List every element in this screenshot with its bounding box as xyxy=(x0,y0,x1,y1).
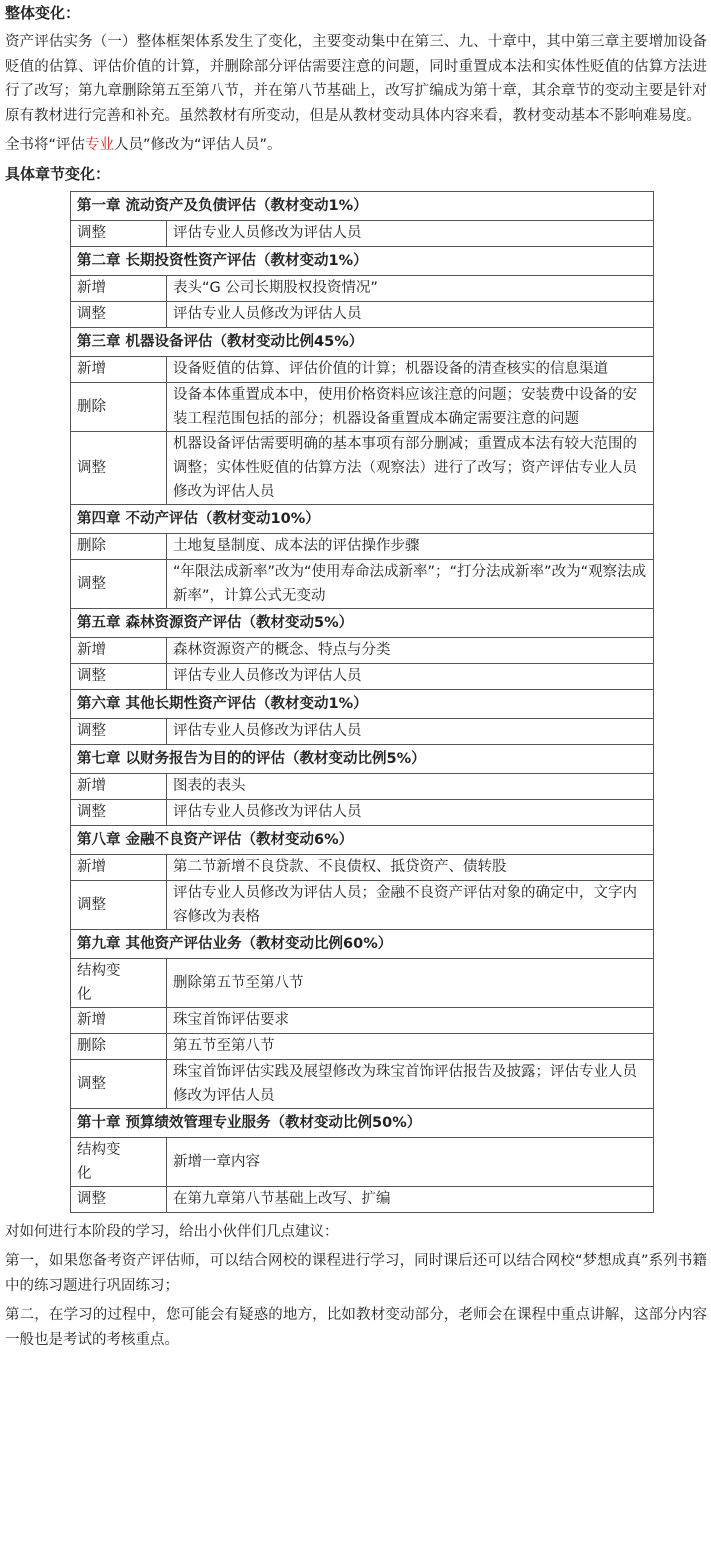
chapter-title-row xyxy=(71,246,654,275)
rename-note-prefix: 全书将“评估 xyxy=(5,137,86,153)
change-description: 第五节至第八节 xyxy=(167,1033,654,1059)
chapter-changes-body xyxy=(71,191,654,1212)
change-row xyxy=(71,773,654,799)
change-type-label: 调整 xyxy=(71,799,167,825)
change-row xyxy=(71,382,654,431)
change-row xyxy=(71,718,654,744)
chapter-title-row xyxy=(71,504,654,533)
change-type-label: 调整 xyxy=(71,559,167,608)
change-row xyxy=(71,958,654,1007)
change-description: 土地复垦制度、成本法的评估操作步骤 xyxy=(167,533,654,559)
chapter-title: 第九章 其他资产评估业务（教材变动比例60%） xyxy=(71,929,654,958)
change-row xyxy=(71,663,654,689)
chapter-title: 第八章 金融不良资产评估（教材变动6%） xyxy=(71,825,654,854)
chapter-title: 第七章 以财务报告为目的的评估（教材变动比例5%） xyxy=(71,744,654,773)
change-description: 评估专业人员修改为评估人员 xyxy=(167,799,654,825)
overall-paragraph: 资产评估实务（一）整体框架体系发生了变化，主要变动集中在第三、九、十章中，其中第三章主要增加设备贬值的估算、评估价值的计算，并删除部分评估需要注意的问题，同时重置成本法和实体性贬值的估算方法进行了改写；第九章删除第五至第八节，并在第八节基础上，改写扩编成为第十章，其余章节的变动主要是针对原有教材进行完善和补充。虽然教材有所变动，但是从教材变动具体内容来看，教材变动基本不影响难易度。 xyxy=(5,34,707,124)
change-row xyxy=(71,275,654,301)
change-type-label: 调整 xyxy=(71,301,167,327)
change-type-label: 删除 xyxy=(71,1033,167,1059)
change-description: 评估专业人员修改为评估人员 xyxy=(167,220,654,246)
change-row xyxy=(71,1186,654,1212)
rename-note-suffix: 人员”修改为“评估人员”。 xyxy=(114,137,282,153)
change-type-label: 新增 xyxy=(71,637,167,663)
change-description: 评估专业人员修改为评估人员；金融不良资产评估对象的确定中，文字内容修改为表格 xyxy=(167,880,654,929)
change-description: 森林资源资产的概念、特点与分类 xyxy=(167,637,654,663)
change-type-label: 调整 xyxy=(71,220,167,246)
change-row xyxy=(71,637,654,663)
change-description: 删除第五节至第八节 xyxy=(167,958,654,1007)
change-description: 在第九章第八节基础上改写、扩编 xyxy=(167,1186,654,1212)
change-type-label: 调整 xyxy=(71,718,167,744)
change-type-label: 新增 xyxy=(71,854,167,880)
chapter-title: 第四章 不动产评估（教材变动10%） xyxy=(71,504,654,533)
change-description: 机器设备评估需要明确的基本事项有部分删减；重置成本法有较大范围的调整；实体性贬值的估算方法（观察法）进行了改写；资产评估专业人员修改为评估人员 xyxy=(167,431,654,504)
chapter-changes-table xyxy=(70,191,654,1213)
change-row xyxy=(71,854,654,880)
change-row xyxy=(71,220,654,246)
chapter-title: 第六章 其他长期性资产评估（教材变动1%） xyxy=(71,689,654,718)
change-description: 评估专业人员修改为评估人员 xyxy=(167,663,654,689)
change-row xyxy=(71,799,654,825)
change-row xyxy=(71,880,654,929)
chapter-title-row xyxy=(71,744,654,773)
change-row xyxy=(71,1059,654,1108)
chapter-title: 第二章 长期投资性资产评估（教材变动1%） xyxy=(71,246,654,275)
change-type-label: 调整 xyxy=(71,1059,167,1108)
chapter-title: 第一章 流动资产及负债评估（教材变动1%） xyxy=(71,191,654,220)
chapter-title-row xyxy=(71,191,654,220)
change-row xyxy=(71,301,654,327)
advice-second: 第二，在学习的过程中，您可能会有疑惑的地方，比如教材变动部分，老师会在课程中重点讲解，这部分内容一般也是考试的考核重点。 xyxy=(5,1307,707,1348)
change-type-label: 删除 xyxy=(71,382,167,431)
change-row xyxy=(71,1033,654,1059)
chapter-title: 第五章 森林资源资产评估（教材变动5%） xyxy=(71,608,654,637)
change-description: 第二节新增不良贷款、不良债权、抵贷资产、债转股 xyxy=(167,854,654,880)
change-description: 图表的表头 xyxy=(167,773,654,799)
change-type-label: 结构变化 xyxy=(71,1137,167,1186)
change-description: 新增一章内容 xyxy=(167,1137,654,1186)
change-type-label: 删除 xyxy=(71,533,167,559)
detail-heading: 具体章节变化： xyxy=(5,164,111,183)
change-type-label: 调整 xyxy=(71,880,167,929)
change-row xyxy=(71,1137,654,1186)
change-description: 表头“G 公司长期股权投资情况” xyxy=(167,275,654,301)
chapter-title-row xyxy=(71,929,654,958)
chapter-title-row xyxy=(71,327,654,356)
chapter-title-row xyxy=(71,1108,654,1137)
chapter-title: 第十章 预算绩效管理专业服务（教材变动比例50%） xyxy=(71,1108,654,1137)
change-type-label: 调整 xyxy=(71,431,167,504)
change-type-label: 新增 xyxy=(71,1007,167,1033)
change-description: 评估专业人员修改为评估人员 xyxy=(167,718,654,744)
change-description: 评估专业人员修改为评估人员 xyxy=(167,301,654,327)
change-description: “年限法成新率”改为“使用寿命法成新率”；“打分法成新率”改为“观察法成新率”，计算公式无变动 xyxy=(167,559,654,608)
change-row xyxy=(71,356,654,382)
change-type-label: 新增 xyxy=(71,356,167,382)
rename-note-highlight: 专业 xyxy=(85,137,115,153)
rename-note xyxy=(5,133,707,158)
change-description: 设备贬值的估算、评估价值的计算；机器设备的清查核实的信息渠道 xyxy=(167,356,654,382)
change-description: 设备本体重置成本中，使用价格资料应该注意的问题；安装费中设备的安装工程范围包括的部分；机器设备重置成本确定需要注意的问题 xyxy=(167,382,654,431)
change-type-label: 调整 xyxy=(71,663,167,689)
change-row xyxy=(71,1007,654,1033)
advice-intro: 对如何进行本阶段的学习，给出小伙伴们几点建议： xyxy=(5,1223,339,1240)
chapter-title-row xyxy=(71,825,654,854)
change-description: 珠宝首饰评估实践及展望修改为珠宝首饰评估报告及披露；评估专业人员修改为评估人员 xyxy=(167,1059,654,1108)
change-type-label: 新增 xyxy=(71,275,167,301)
change-type-label: 结构变化 xyxy=(71,958,167,1007)
change-row xyxy=(71,533,654,559)
change-type-label: 新增 xyxy=(71,773,167,799)
chapter-title: 第三章 机器设备评估（教材变动比例45%） xyxy=(71,327,654,356)
advice-first: 第一，如果您备考资产评估师，可以结合网校的课程进行学习，同时课后还可以结合网校“梦想成真”系列书籍中的练习题进行巩固练习； xyxy=(5,1253,707,1294)
overall-heading: 整体变化： xyxy=(5,4,81,22)
change-row xyxy=(71,559,654,608)
change-row xyxy=(71,431,654,504)
change-description: 珠宝首饰评估要求 xyxy=(167,1007,654,1033)
chapter-title-row xyxy=(71,689,654,718)
change-type-label: 调整 xyxy=(71,1186,167,1212)
chapter-title-row xyxy=(71,608,654,637)
